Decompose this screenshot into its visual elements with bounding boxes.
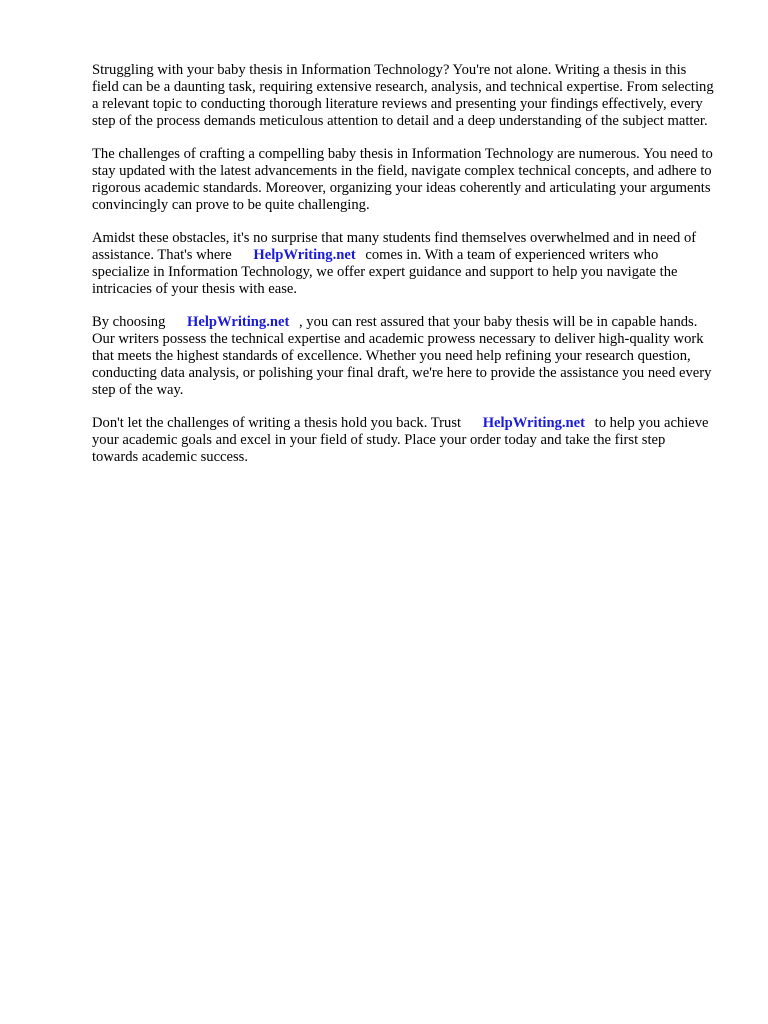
paragraph-text: Struggling with your baby thesis in Information Technology? You're not alone. Writing a thesis in this field can be a daunting task, requiring extensive research, analysis, and technical expertise. From selecting a relevant topic to conducting thorough literature reviews and presenting your findings effectively, every step of the process demands meticulous attention to detail and a deep understanding of the subject matter.: [92, 62, 714, 129]
paragraph-text: Amidst these obstacles, it's no surprise that many students find themselves overwhelmed and in need of assistance. That's where: [92, 230, 697, 263]
paragraph-closing: [92, 415, 714, 466]
paragraph-challenges: [92, 146, 714, 214]
paragraph-text: , you can rest assured that your baby thesis will be in capable hands. Our writers possess the technical expertise and academic prowess necessary to deliver high-quality work that meets the highest standards of excellence. Whether you need help refining your research question, conducting data analysis, or polishing your final draft, we're here to provide the assistance you need every step of the way.: [92, 314, 712, 398]
paragraph-text: comes in. With a team of experienced writers who specialize in Information Technology, we offer expert guidance and support to help you navigate the intricacies of your thesis with ease.: [92, 247, 678, 297]
document-body: [92, 62, 714, 482]
helpwriting-link[interactable]: HelpWriting.net: [253, 247, 356, 263]
helpwriting-link[interactable]: HelpWriting.net: [187, 314, 290, 330]
paragraph-intro: [92, 62, 714, 130]
paragraph-text: Don't let the challenges of writing a thesis hold you back. Trust: [92, 415, 465, 431]
helpwriting-link[interactable]: HelpWriting.net: [482, 415, 585, 431]
paragraph-text: By choosing: [92, 314, 170, 330]
paragraph-text: The challenges of crafting a compelling baby thesis in Information Technology are numerous. You need to stay updated with the latest advancements in the field, navigate complex technical concepts, and adhere to rigorous academic standards. Moreover, organizing your ideas coherently and articulating your arguments convincingly can prove to be quite challenging.: [92, 146, 713, 213]
paragraph-assistance: [92, 230, 714, 298]
paragraph-choosing: [92, 314, 714, 399]
paragraph-text: to help you achieve your academic goals and excel in your field of study. Place your order today and take the first step towards academic success.: [92, 415, 709, 465]
